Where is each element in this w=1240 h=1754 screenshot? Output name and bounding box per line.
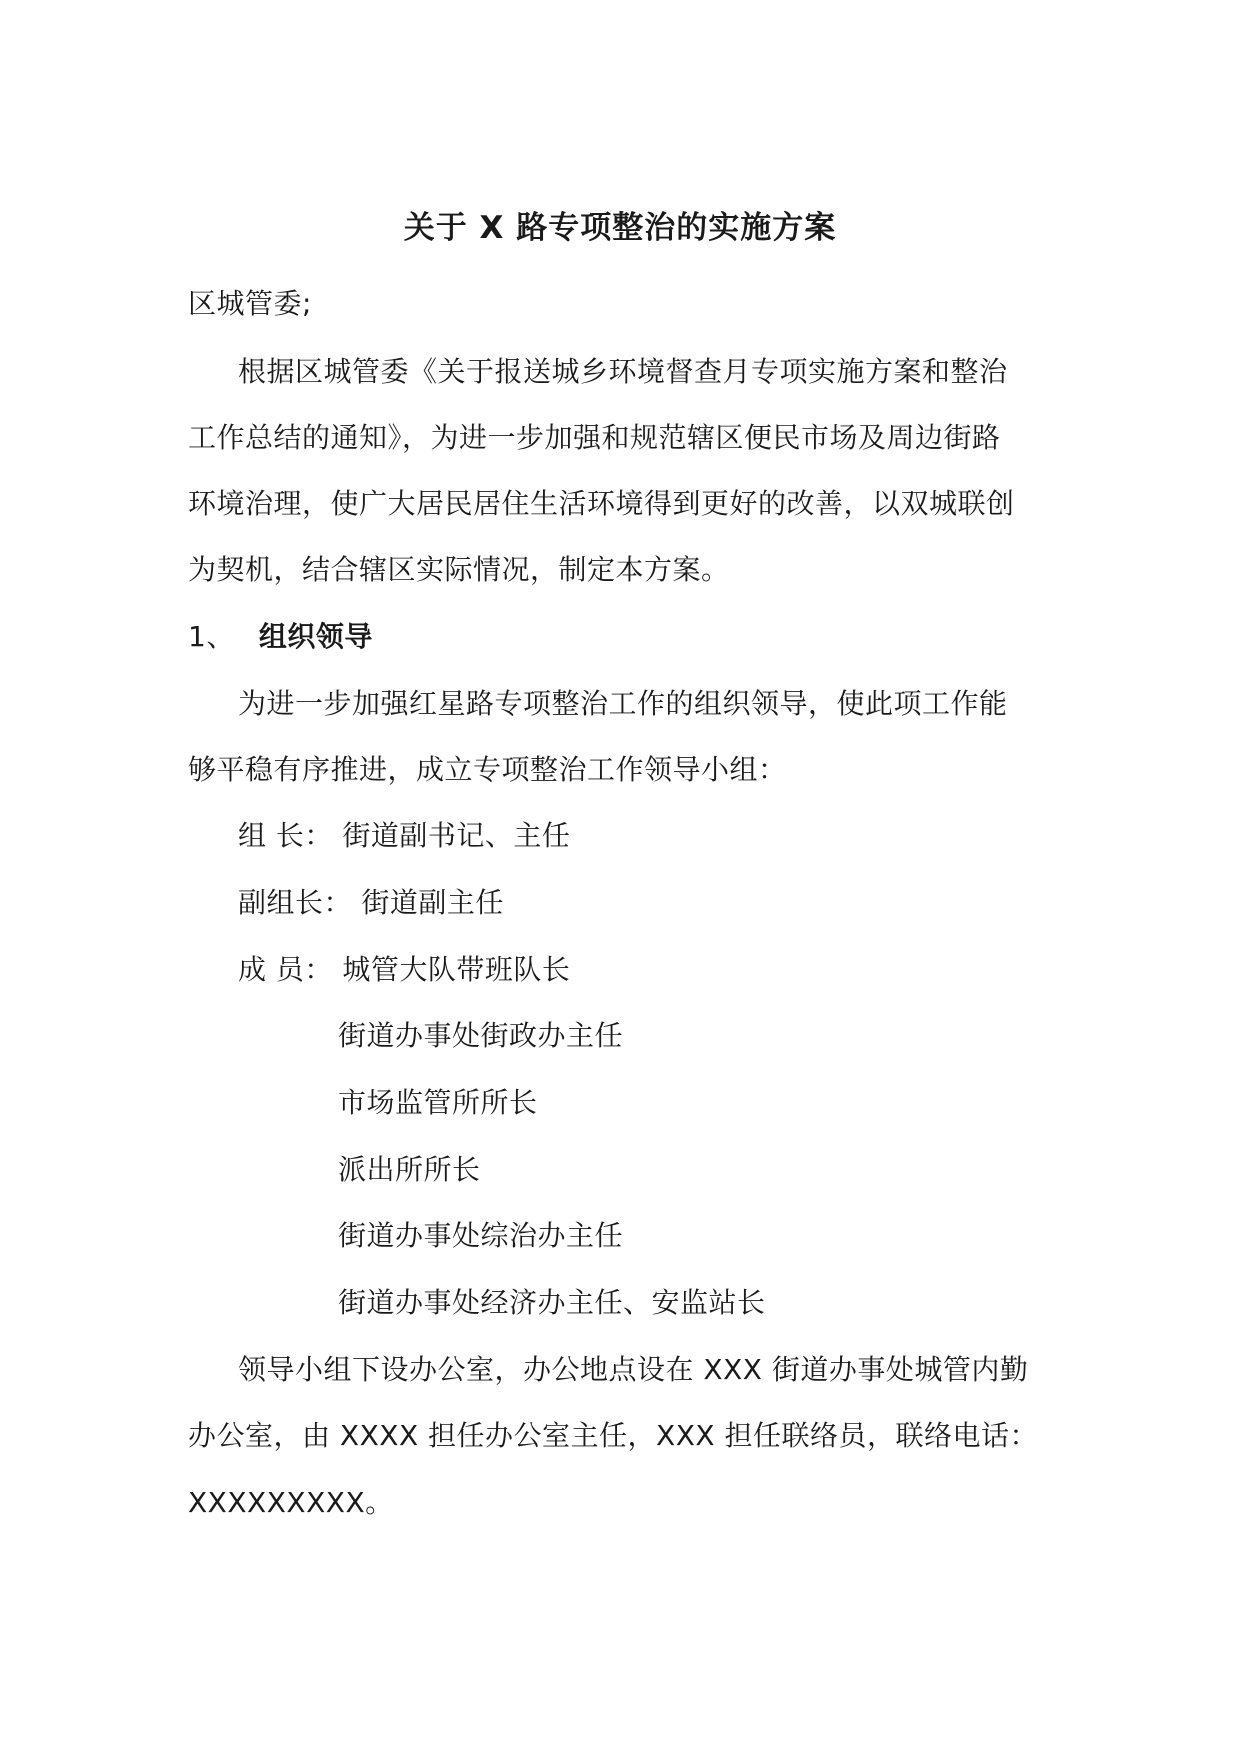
member-item: 城管大队带班队长 — [342, 953, 571, 986]
document-title: 关于 X 路专项整治的实施方案 — [403, 210, 837, 246]
leader-value: 街道副书记、主任 — [342, 819, 571, 852]
member-item: 市场监管所所长 — [338, 1086, 538, 1119]
office-line-1: 领导小组下设办公室，办公地点设在 XXX 街道办事处城管内勤 — [238, 1353, 1029, 1386]
leader-row — [238, 818, 570, 854]
intro-line-2: 工作总结的通知》，为进一步加强和规范辖区便民市场及周边街路 — [188, 421, 1001, 454]
section-1-line-1: 为进一步加强红星路专项整治工作的组织领导，使此项工作能 — [238, 687, 1008, 720]
intro-line-4: 为契机，结合辖区实际情况，制定本方案。 — [188, 553, 730, 586]
deputy-row — [238, 885, 504, 921]
leader-label: 组 长： — [238, 819, 333, 852]
section-1-number: 1、 — [188, 620, 235, 653]
salutation: 区城管委; — [188, 287, 312, 320]
office-line-3: XXXXXXXXX。 — [188, 1486, 394, 1519]
member-item: 派出所所长 — [338, 1153, 481, 1186]
deputy-label: 副组长： — [238, 886, 353, 919]
section-1-line-2: 够平稳有序推进，成立专项整治工作领导小组： — [188, 753, 787, 786]
section-1-title: 组织领导 — [258, 620, 373, 653]
member-item: 街道办事处街政办主任 — [338, 1019, 624, 1052]
member-item: 街道办事处经济办主任、安监站长 — [338, 1286, 766, 1319]
intro-line-1: 根据区城管委《关于报送城乡环境督查月专项实施方案和整治 — [238, 355, 1008, 388]
deputy-value: 街道副主任 — [361, 886, 504, 919]
members-row — [238, 952, 570, 988]
member-item: 街道办事处综治办主任 — [338, 1219, 624, 1252]
section-1-heading — [188, 619, 373, 655]
members-label: 成 员： — [238, 953, 333, 986]
intro-line-3: 环境治理，使广大居民居住生活环境得到更好的改善，以双城联创 — [188, 487, 1015, 520]
office-line-2: 办公室，由 XXXX 担任办公室主任，XXX 担任联络员，联络电话： — [188, 1419, 1038, 1452]
